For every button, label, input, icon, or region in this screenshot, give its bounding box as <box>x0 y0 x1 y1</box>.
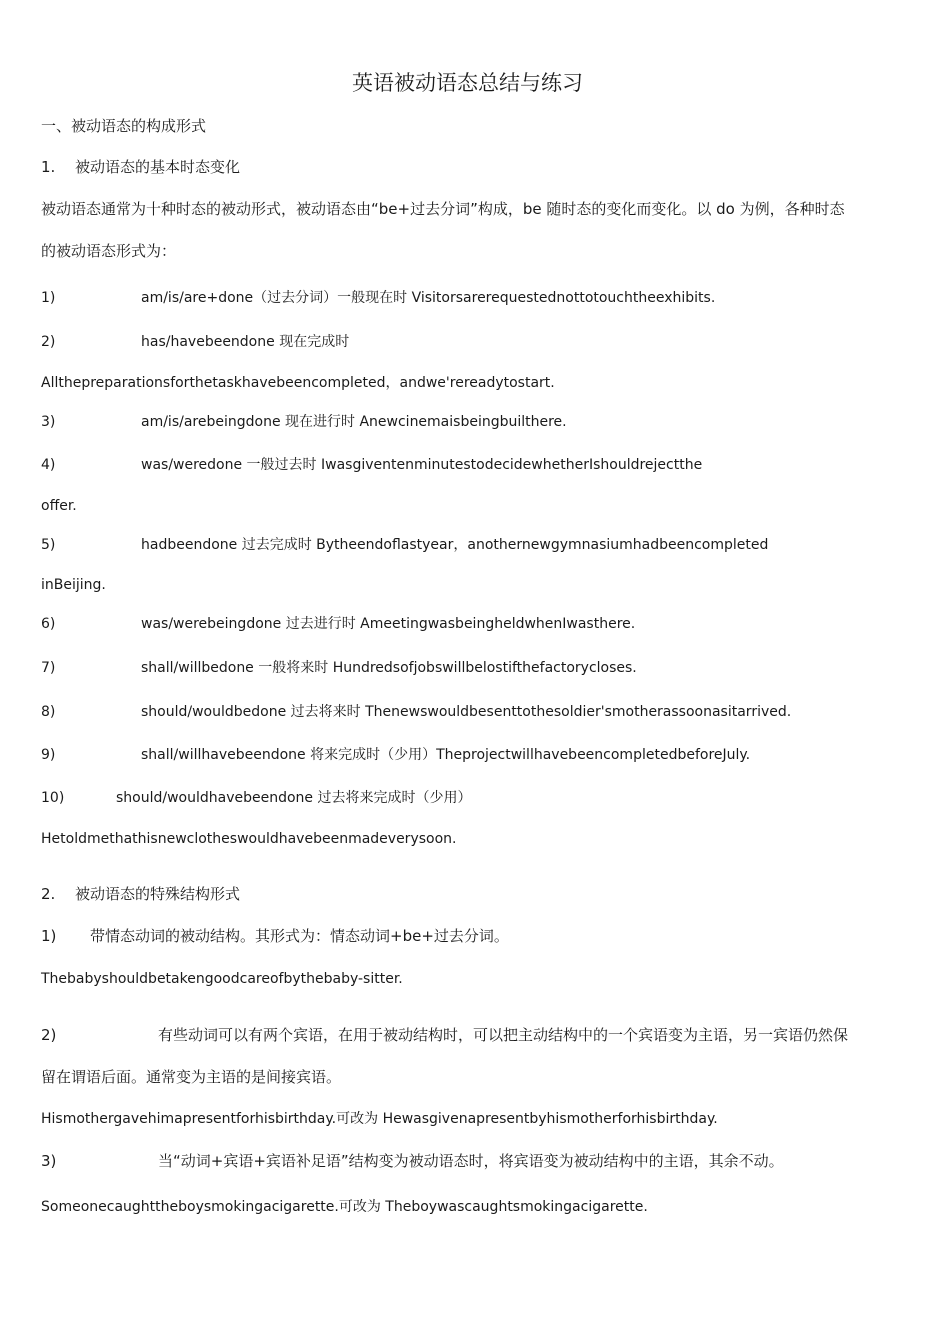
list-text-continuation: offer. <box>41 498 77 514</box>
list-text-continuation: Hetoldmethathisnewclotheswouldhavebeenmadeverysoon. <box>41 831 457 847</box>
example-sentence: Hismothergavehimapresentforhisbirthday.可改为 Hewasgivenapresentbyhismotherforhisbirthday. <box>41 1111 718 1127</box>
subsection-text: 被动语态的基本时态变化 <box>75 158 241 176</box>
list-text-continuation: 留在谓语后面。通常变为主语的是间接宾语。 <box>41 1068 342 1086</box>
list-text: shall/willbedone 一般将来时 Hundredsofjobswillbelostifthefactorycloses. <box>141 660 637 676</box>
list-text: was/werebeingdone 过去进行时 AmeetingwasbeingheldwhenIwasthere. <box>141 616 636 632</box>
list-text-continuation: Allthepreparationsforthetaskhavebeencompleted，andwe'rereadytostart. <box>41 375 555 391</box>
list-text: shall/willhavebeendone 将来完成时（少用）TheprojectwillhavebeencompletedbeforeJuly. <box>141 747 751 763</box>
list-number: 9) <box>41 747 56 763</box>
list-number: 10) <box>41 790 65 806</box>
list-number: 5) <box>41 537 56 553</box>
list-number: 1) <box>41 290 56 306</box>
list-number: 3) <box>41 414 56 430</box>
list-number: 2) <box>41 1026 57 1044</box>
list-text: 有些动词可以有两个宾语，在用于被动结构时，可以把主动结构中的一个宾语变为主语，另一宾语仍然保 <box>158 1026 849 1044</box>
subsection-number: 2. <box>41 885 56 903</box>
list-text: 当“动词+宾语+宾语补足语”结构变为被动语态时，将宾语变为被动结构中的主语，其余不动。 <box>158 1152 784 1170</box>
list-number: 4) <box>41 457 56 473</box>
list-number: 2) <box>41 334 56 350</box>
list-text: am/is/are+done（过去分词）一般现在时 Visitorsarerequestednottotouchtheexhibits. <box>141 290 716 306</box>
page-title: 英语被动语态总结与练习 <box>352 71 583 95</box>
list-number: 1) <box>41 927 57 945</box>
intro-paragraph-line: 的被动语态形式为： <box>41 242 177 260</box>
list-text: 带情态动词的被动结构。其形式为：情态动词+be+过去分词。 <box>90 927 509 945</box>
list-text: hadbeendone 过去完成时 Bytheendoflastyear，anothernewgymnasiumhadbeencompleted <box>141 537 769 553</box>
list-text-continuation: inBeijing. <box>41 577 106 593</box>
list-text: should/wouldbedone 过去将来时 Thenewswouldbesenttothesoldier'smotherassoonasitarrived. <box>141 704 792 720</box>
list-text: should/wouldhavebeendone 过去将来完成时（少用） <box>116 790 472 806</box>
list-text: am/is/arebeingdone 现在进行时 Anewcinemaisbeingbuilthere. <box>141 414 567 430</box>
subsection-number: 1. <box>41 158 56 176</box>
example-sentence: Someonecaughttheboysmokingacigarette.可改为 Theboywascaughtsmokingacigarette. <box>41 1199 648 1215</box>
list-number: 3) <box>41 1152 57 1170</box>
section-heading: 一、被动语态的构成形式 <box>41 117 207 135</box>
list-text: has/havebeendone 现在完成时 <box>141 334 350 350</box>
list-text: was/weredone 一般过去时 IwasgiventenminutestodecidewhetherIshouldrejectthe <box>141 457 703 473</box>
list-number: 7) <box>41 660 56 676</box>
list-text-continuation: Thebabyshouldbetakengoodcareofbythebaby-sitter. <box>41 971 403 987</box>
list-number: 6) <box>41 616 56 632</box>
subsection-text: 被动语态的特殊结构形式 <box>75 885 241 903</box>
intro-paragraph-line: 被动语态通常为十种时态的被动形式，被动语态由“be+过去分词”构成，be 随时态的变化而变化。以 do 为例，各种时态 <box>41 200 845 218</box>
list-number: 8) <box>41 704 56 720</box>
